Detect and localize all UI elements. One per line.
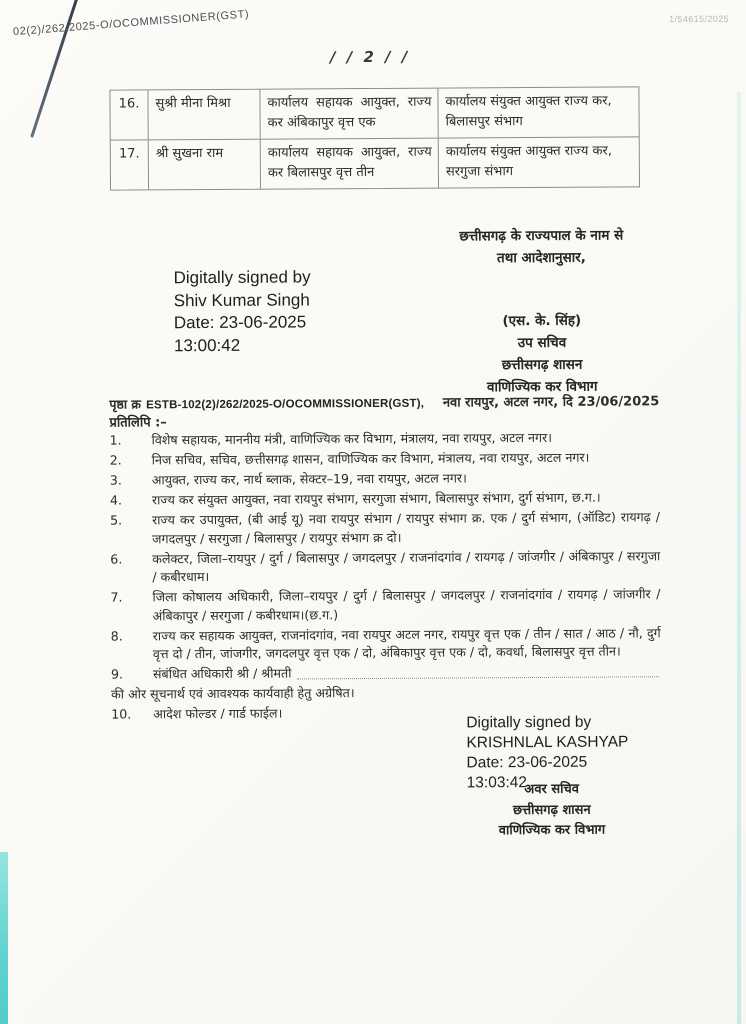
signatory-s-k-singh xyxy=(417,310,668,399)
endorsement-label: पृष्ठा क्र xyxy=(109,396,142,412)
copy-item-number: 7. xyxy=(110,589,123,605)
endorsement-line xyxy=(109,390,659,412)
copy-item-number: 9. xyxy=(110,666,124,682)
cell-officer-name: सुश्री मीना मिश्रा xyxy=(148,90,260,140)
signature-text: Digitally signed by xyxy=(466,713,592,732)
signature-name: Shiv Kumar Singh xyxy=(173,289,310,310)
dotted-fill-line xyxy=(297,662,659,679)
signature-date: Date: 23-06-2025 xyxy=(466,753,588,772)
copy-item xyxy=(111,624,661,664)
signatory-name: (एस. के. सिंह) xyxy=(502,312,582,330)
copy-item-text: आयुक्त, राज्य कर, नार्थ ब्लाक, सेक्टर–19, नवा रायपुर, अटल नगर। xyxy=(151,470,467,488)
copy-item-text: राज्य कर संयुक्त आयुक्त, नवा रायपुर संभाग, सरगुजा संभाग, बिलासपुर संभाग, दुर्ग संभाग, छ.ग.। xyxy=(151,489,601,508)
signature-time: 13:03:42 xyxy=(466,774,528,792)
copy-item-text: आदेश फोल्डर / गार्ड फाईल। xyxy=(153,705,283,722)
copy-item-text: राज्य कर उपायुक्त, (बी आई यू) नवा रायपुर संभाग / रायपुर संभाग क्र. एक / दुर्ग संभाग, (ऑडिट) रायगढ़ / जगदलपुर / सरगुजा / बिलासपुर / रायपुर संभाग क्र दो। xyxy=(151,509,661,546)
copy-item-text: कलेक्टर, जिला–रायपुर / दुर्ग / बिलासपुर / जगदलपुर / राजनांदगांव / रायगढ़ / जांजगीर / अंबिकापुर / सरगुजा / कबीरधाम। xyxy=(152,547,661,585)
cell-from-office: कार्यालय सहायक आयुक्त, राज्य कर बिलासपुर वृत्त तीन xyxy=(261,139,439,189)
endorsement-reference: ESTB-102(2)/262/2025-O/OCOMMISSIONER(GST), xyxy=(146,397,425,412)
copy-item-number: 6. xyxy=(110,551,123,567)
order-authority-line2: तथा आदेशानुसार, xyxy=(496,249,586,267)
cell-officer-name: श्री सुखना राम xyxy=(149,140,261,190)
copy-item-text: विशेष सहायक, माननीय मंत्री, वाणिज्यिक कर विभाग, मंत्रालय, नवा रायपुर, अटल नगर। xyxy=(151,429,553,448)
copy-item-number: 3. xyxy=(109,472,122,488)
copy-item-text: जिला कोषालय अधिकारी, जिला–रायपुर / दुर्ग / बिलासपुर / जगदलपुर / राजनांदगांव / रायगढ़ / जांजगीर / अंबिकापुर / सरगुजा / कबीरधाम।(छ.ग.) xyxy=(152,586,661,623)
order-authority-note xyxy=(416,224,666,270)
copy-item-text: निज सचिव, सचिव, छत्तीसगढ़ शासन, वाणिज्यिक कर विभाग, मंत्रालय, नवा रायपुर, अटल नगर। xyxy=(151,449,590,468)
copy-item xyxy=(110,585,660,625)
signatory-government: छत्तीसगढ़ शासन xyxy=(512,802,591,818)
signatory-designation: उप सचिव xyxy=(517,334,567,351)
signatory-designation: अवर सचिव xyxy=(524,781,580,798)
signatory-department: वाणिज्यिक कर विभाग xyxy=(498,822,606,839)
endorsement-place-date: नवा रायपुर, अटल नगर, दि 23/06/2025 xyxy=(442,394,660,411)
file-reference-number: 02(2)/262/2025-O/OCOMMISSIONER(GST) xyxy=(12,8,250,39)
table-row xyxy=(110,87,638,139)
signature-date: Date: 23-06-2025 xyxy=(173,312,307,333)
copy-item-text xyxy=(153,662,661,684)
copy-item-number: 1. xyxy=(109,432,122,448)
copy-item xyxy=(110,488,660,510)
copy-item xyxy=(110,508,660,548)
copy-list xyxy=(110,428,662,725)
signatory-department: वाणिज्यिक कर विभाग xyxy=(486,378,598,395)
transfer-table xyxy=(109,86,640,190)
digital-signature-shiv-kumar-singh xyxy=(174,266,312,357)
endorsement-left xyxy=(109,392,424,413)
copy-to-label: प्रतिलिपि :– xyxy=(109,415,167,431)
signature-name: KRISHNLAL KASHYAP xyxy=(466,733,629,752)
forward-note: की ओर सूचनार्थ एवं आवश्यक कार्यवाही हेतु अग्रेषित। xyxy=(111,685,355,702)
table-row xyxy=(111,136,639,189)
signature-time: 13:00:42 xyxy=(173,335,241,356)
page-number: / / 2 / / xyxy=(330,47,411,67)
copy-item xyxy=(110,468,660,490)
signatory-avar-sachiv xyxy=(430,779,674,842)
copy-item xyxy=(110,448,660,470)
copy-item xyxy=(110,547,660,587)
signatory-government: छत्तीसगढ़ शासन xyxy=(501,356,583,373)
copy-item-number: 4. xyxy=(109,492,122,508)
cell-serial-number: 16. xyxy=(110,90,148,139)
scan-serial-number: 1/54615/2025 xyxy=(669,13,730,25)
copy-item-number: 5. xyxy=(109,512,123,528)
copy-item-number: 8. xyxy=(110,628,123,644)
cell-from-office: कार्यालय सहायक आयुक्त, राज्य कर अंबिकापुर वृत्त एक xyxy=(260,89,438,139)
copy-item-text-officer: संबंधित अधिकारी श्री / श्रीमती xyxy=(152,665,292,682)
copy-item-number: 2. xyxy=(109,452,122,468)
cell-to-office: कार्यालय संयुक्त आयुक्त राज्य कर, सरगुजा संभाग xyxy=(445,143,613,180)
order-authority-line1: छत्तीसगढ़ के राज्यपाल के नाम से xyxy=(459,227,624,245)
copy-item-text: राज्य कर सहायक आयुक्त, राजनांदगांव, नवा रायपुर अटल नगर, रायपुर वृत्त एक / तीन / सात / आठ / नौ, दुर्ग वृत्त दो / तीन, जांजगीर, जगदलपुर वृत्त एक / दो, अंबिकापुर वृत्त एक / दो, कवर्धा, बिलासपुर वृत्त तीन। xyxy=(152,624,661,662)
cell-serial-number: 17. xyxy=(111,140,149,189)
copy-item xyxy=(110,428,660,450)
signature-text: Digitally signed by xyxy=(173,267,311,288)
copy-item-number: 10. xyxy=(111,706,132,722)
copy-item xyxy=(111,662,661,684)
cell-to-office: कार्यालय संयुक्त आयुक्त राज्य कर, बिलासपुर संभाग xyxy=(445,93,612,130)
